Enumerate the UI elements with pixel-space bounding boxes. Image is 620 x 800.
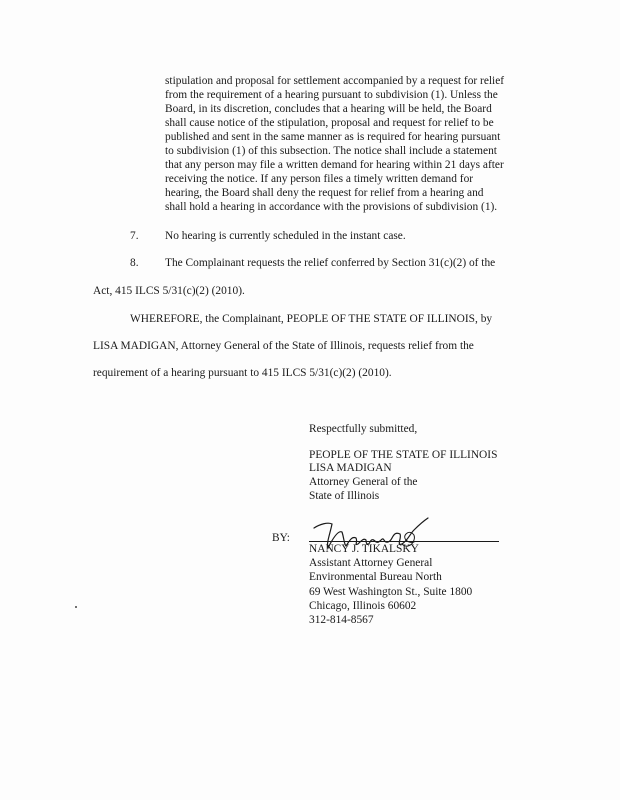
quote-line: published and sent in the same manner as is required for hearing pursuant bbox=[165, 131, 501, 143]
paragraph-8-number: 8. bbox=[130, 257, 139, 269]
quote-line: that any person may file a written demand for hearing within 21 days after bbox=[165, 159, 504, 171]
wherefore-line: LISA MADIGAN, Attorney General of the State of Illinois, requests relief from the bbox=[93, 340, 474, 352]
paragraph-8-line: The Complainant requests the relief conferred by Section 31(c)(2) of the bbox=[165, 257, 496, 269]
quote-line: shall hold a hearing in accordance with the provisions of subdivision (1). bbox=[165, 201, 498, 213]
wherefore-line: requirement of a hearing pursuant to 415 ILCS 5/31(c)(2) (2010). bbox=[93, 367, 392, 379]
quote-line: hearing, the Board shall deny the request for relief from a hearing and bbox=[165, 187, 484, 199]
address-line: Chicago, Illinois 60602 bbox=[309, 600, 417, 612]
wherefore-line: WHEREFORE, the Complainant, PEOPLE OF THE STATE OF ILLINOIS, by bbox=[130, 313, 493, 325]
closing: Respectfully submitted, bbox=[309, 423, 418, 435]
signer-title: Assistant Attorney General bbox=[309, 557, 433, 569]
by-label: BY: bbox=[272, 532, 290, 544]
attorney-general-name: LISA MADIGAN bbox=[309, 462, 392, 474]
attorney-general-title: Attorney General of the bbox=[309, 476, 418, 488]
phone: 312-814-8567 bbox=[309, 614, 374, 626]
signer-name: NANCY J. TIKALSKY bbox=[309, 543, 419, 555]
quote-line: stipulation and proposal for settlement accompanied by a request for relief bbox=[165, 75, 505, 87]
quote-line: receiving the notice. If any person files a timely written demand for bbox=[165, 173, 474, 185]
quote-line: shall cause notice of the stipulation, proposal and request for relief to be bbox=[165, 117, 494, 129]
scan-speck bbox=[75, 606, 77, 608]
attorney-general-title: State of Illinois bbox=[309, 490, 380, 502]
quote-line: to subdivision (1) of this subsection. The notice shall include a statement bbox=[165, 145, 497, 157]
quote-line: from the requirement of a hearing pursuant to subdivision (1). Unless the bbox=[165, 89, 498, 101]
party-name: PEOPLE OF THE STATE OF ILLINOIS bbox=[309, 449, 498, 461]
quote-line: Board, in its discretion, concludes that a hearing will be held, the Board bbox=[165, 103, 492, 115]
paragraph-8-line: Act, 415 ILCS 5/31(c)(2) (2010). bbox=[93, 285, 245, 297]
signature-rule bbox=[309, 541, 499, 542]
paragraph-7-number: 7. bbox=[130, 230, 139, 242]
bureau: Environmental Bureau North bbox=[309, 571, 442, 583]
paragraph-7-text: No hearing is currently scheduled in the instant case. bbox=[165, 230, 406, 242]
address-line: 69 West Washington St., Suite 1800 bbox=[309, 586, 473, 598]
